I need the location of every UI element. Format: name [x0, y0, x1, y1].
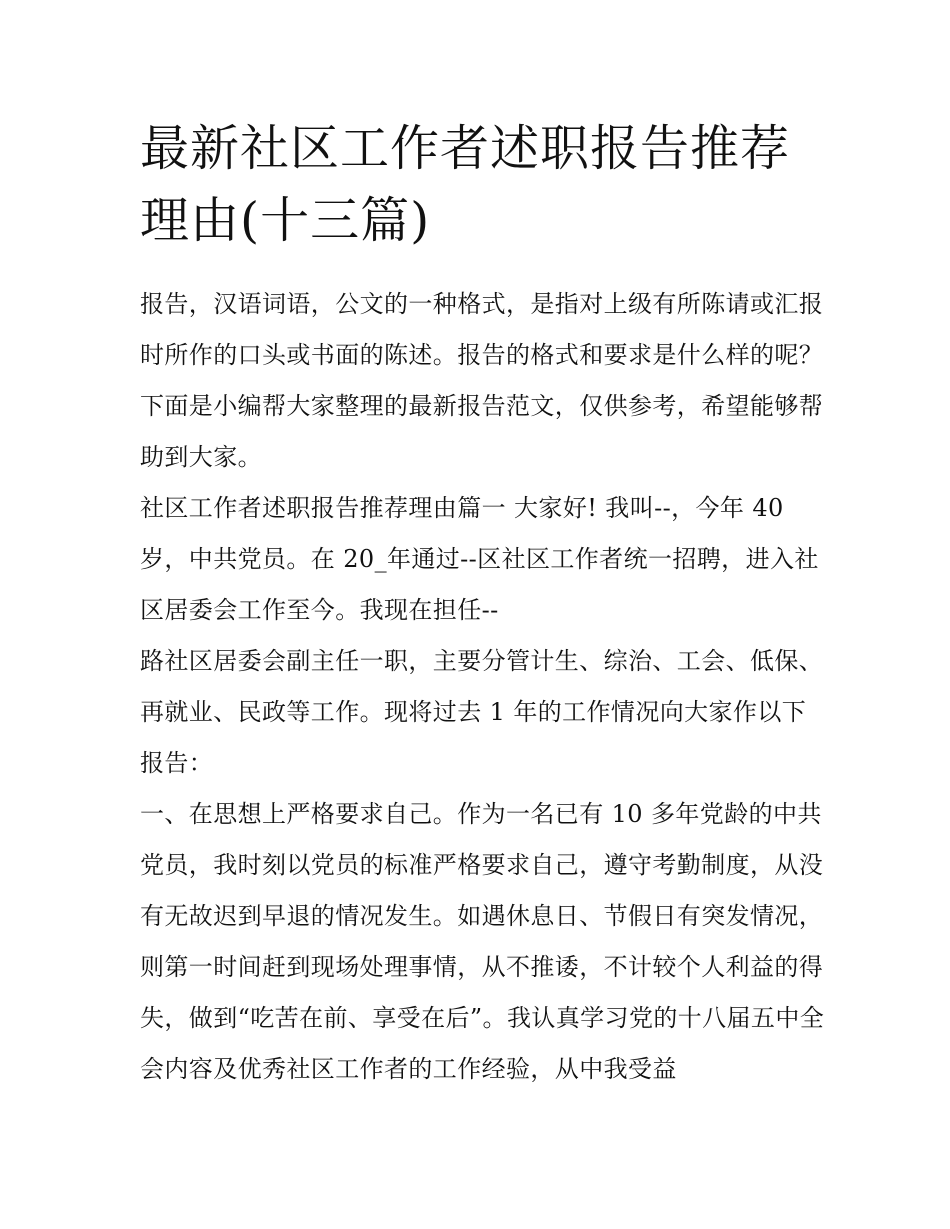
intro-paragraph: 报告，汉语词语，公文的一种格式，是指对上级有所陈请或汇报时所作的口头或书面的陈述。报告的格式和要求是什么样的呢？下面是小编帮大家整理的最新报告范文，仅供参考，希望能够帮助到大家。	[140, 290, 824, 471]
paragraph-duties: 路社区居委会副主任一职，主要分管计生、综治、工会、低保、再就业、民政等工作。现将过去 1 年的工作情况向大家作以下报告：	[140, 647, 824, 777]
paragraph-self-introduction: 社区工作者述职报告推荐理由篇一 大家好! 我叫--，今年 40 岁，中共党员。在 20_年通过--区社区工作者统一招聘，进入社区居委会工作至今。我现在担任--	[140, 494, 819, 624]
document-title: 最新社区工作者述职报告推荐理由(十三篇)	[140, 120, 791, 249]
document-body	[140, 113, 825, 1095]
paragraph-section-one: 一、在思想上严格要求自己。作为一名已有 10 多年党龄的中共党员，我时刻以党员的标准严格要求自己，遵守考勤制度，从没有无故迟到早退的情况发生。如遇休息日、节假日有突发情况，则第一时间赶到现场处理事情，从不推诿，不计较个人利益的得失，做到“吃苦在前、享受在后”。我认真学习党的十八届五中全会内容及优秀社区工作者的工作经验，从中我受益	[140, 800, 825, 1083]
